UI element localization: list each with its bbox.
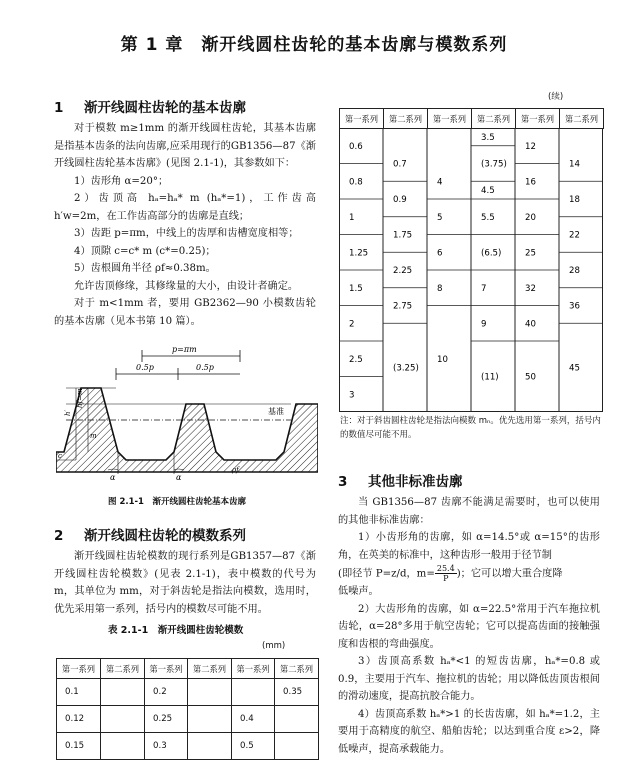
table-cell: 9 xyxy=(481,319,487,330)
table-row: 0.15 0.3 0.5 xyxy=(57,733,319,760)
table-cell: 18 xyxy=(569,195,580,205)
table-cell: 32 xyxy=(525,283,536,294)
table-cell: 4 xyxy=(437,177,443,188)
table-cell: 2.5 xyxy=(349,354,363,365)
basic-rack-profile-figure xyxy=(56,342,318,482)
table-cell: 12 xyxy=(525,141,536,152)
root-radius-label: ρf xyxy=(232,466,239,474)
table-continued-label: (续) xyxy=(548,92,564,102)
section-1-p2: 允许齿顶修缘，其修缘量的大小，由设计者确定。 xyxy=(74,280,299,292)
page-title: 第 1 章 渐开线圆柱齿轮的基本齿廓与模数系列 xyxy=(120,35,508,55)
profile-item: 2）大齿形角的齿廓，如 α=22.5°常用于汽车拖拉机齿轮，α=28°多用于航空齿轮；它可以提高齿面的接触强度和齿根的弯曲强度。 xyxy=(338,603,600,650)
table-row: 0.1 0.2 0.35 xyxy=(57,679,319,706)
table-cell: 1.25 xyxy=(349,248,369,259)
section-2-body: 渐开线圆柱齿轮模数的现行系列是GB1357—87《渐开线圆柱齿轮模数》(见表 2.1-1)，表中模数的代号为 m，其单位为 mm，对于斜齿轮是指法向模数，选用时，优先采用第一系列，括号内的模数尽可能不用。 xyxy=(54,551,316,615)
table-cell: 5.5 xyxy=(481,212,495,223)
param-item: 1）齿形角 α=20°； xyxy=(74,175,169,187)
table-cell: 1 xyxy=(349,212,355,223)
table-cell: 10 xyxy=(437,354,448,365)
module-table-part-1: 第一系列 第二系列 第一系列 第二系列 第一系列 第二系列 0.1 0.2 0.35 0.12 0.25 0.4 0.15 0.3 0.5 xyxy=(56,658,319,760)
table-cell: 45 xyxy=(569,363,580,374)
dedendum-label: hf=m xyxy=(76,388,84,408)
pitch-label: p=πm xyxy=(172,345,197,354)
half-pitch-label: 0.5p xyxy=(196,363,214,372)
section-2-heading: 2 渐开线圆柱齿轮的模数系列 xyxy=(54,528,246,544)
clearance-label: c xyxy=(58,452,62,460)
profile-item-formula: (即径节 P=z/d，m= $\frac{25.4}{P}$ )；它可以增大重合度降 xyxy=(338,564,563,583)
figure-caption: 图 2.1-1 渐开线圆柱齿轮基本齿廓 xyxy=(108,497,246,507)
rack-profile xyxy=(56,388,318,472)
table-cell: 2.25 xyxy=(393,266,413,276)
table-cell: 0.6 xyxy=(349,141,363,152)
table-cell: 0.7 xyxy=(393,159,407,170)
table-cell: 40 xyxy=(525,319,536,330)
profile-item: 1）小齿形角的齿廓，如 α=14.5°或 α=15°的齿形角，在英美的标准中，这种齿形一般用于径节制 xyxy=(338,532,600,561)
table-cell: 36 xyxy=(569,301,580,312)
section-3-heading: 3 其他非标准齿廓 xyxy=(338,474,463,490)
param-item: 3）齿距 p=πm，中线上的齿厚和齿槽宽度相等； xyxy=(74,228,299,239)
table-cell: 20 xyxy=(525,212,536,223)
section-1-p3: 对于 m<1mm 者，要用 GB2362—90 小模数齿轮的基本齿廓（见本书第 10 篇）。 xyxy=(54,298,316,327)
table-cell: 3.5 xyxy=(481,132,495,143)
section-1-heading: 1 渐开线圆柱齿轮的基本齿廓 xyxy=(54,100,246,116)
table-row: 0.12 0.25 0.4 xyxy=(57,706,319,733)
table-cell: 16 xyxy=(525,177,536,188)
section-3-body: 当 GB1356—87 齿廓不能满足需要时，也可以使用的其他非标准齿廓： 1）小齿形角的齿廓，如 α=14.5°或 α=15°的齿形角，在英美的标准中，这种齿形一般用于径节制 (即径节 P=z/d，m= $\frac{25.4}{P}$ )；它可以增大重合度降 低噪声。 2）大齿形角的齿廓，如 α=22.5°常用于汽车拖拉机齿轮，α=28°多用于航空齿轮；它可以提高齿面的接触强度和齿根的弯曲强度。 3）齿顶高系数 hₐ*<1 的短齿齿廓，hₐ*=0.8 或 0.9，主要用于汽车、拖拉机的齿轮；用以降低齿顶齿根间的滑动速度，提高抗胶合能力。 4）齿顶高系数 hₐ*>1 的长齿齿廓，如 hₐ*=1.2，主要用于高精度的航空、船舶齿轮；以达到重合度 ε>2，降低噪声，提高承载能力。 xyxy=(338,494,600,758)
table-cell: 28 xyxy=(569,266,580,276)
profile-item: 4）齿顶高系数 hₐ*>1 的长齿齿廓，如 hₐ*=1.2，主要用于高精度的航空、船舶齿轮；以达到重合度 ε>2，降低噪声，提高承载能力。 xyxy=(338,708,600,755)
table-cell: 8 xyxy=(437,283,443,294)
table-cell: (11) xyxy=(481,372,499,383)
table-cell: (3.25) xyxy=(393,363,419,374)
table-cell: 5 xyxy=(437,212,443,223)
table-cell: 22 xyxy=(569,230,580,241)
table-cell: 0.9 xyxy=(393,195,407,205)
table-cell: 0.8 xyxy=(349,177,363,188)
table-caption: 表 2.1-1 渐开线圆柱齿轮模数 xyxy=(108,625,244,636)
datum-label: 基准 xyxy=(268,407,284,416)
table-cell: (3.75) xyxy=(481,159,507,170)
table-cell: 25 xyxy=(525,248,536,259)
section-1-intro: 对于模数 m≥1mm 的渐开线圆柱齿轮，其基本齿廓是指基本齿条的法向齿廓,应采用现行的GB1356—87《渐开线圆柱齿轮基本齿廓》(见图 2.1-1)，其参数如下： xyxy=(54,123,316,169)
table-cell: 3 xyxy=(349,390,355,401)
tooth-height-label: h′ xyxy=(64,409,72,416)
fraction: $\frac{25.4}{P}$ xyxy=(436,564,455,583)
module-table-part-2: 第一系列 第二系列 第一系列 第二系列 第一系列 第二系列 0.6 0.8 1 1.25 1.5 2 2.5 3 0.7 0.9 1.75 2.25 2.75 (3.25) 4 5 6 8 10 3.5 (3.75) 4.5 5.5 (6.5) 7 9 (11) 12 16 20 25 32 40 50 14 18 22 28 36 45 xyxy=(339,108,603,412)
table-cell: (6.5) xyxy=(481,248,502,259)
table-cell: 1.5 xyxy=(349,283,363,294)
table-cell: 50 xyxy=(525,372,536,383)
table-unit: (mm) xyxy=(262,641,286,651)
table-cell: 1.75 xyxy=(393,230,413,241)
param-item: 4）顶隙 c=c* m (c*=0.25)； xyxy=(74,245,216,257)
param-item: 2）齿顶高 hₐ=hₐ* m (hₐ*=1)，工作齿高 h′w=2m，在工作齿高部分的齿廓是直线； xyxy=(54,193,316,222)
table-cell: 7 xyxy=(481,283,487,294)
pressure-angle-label: α xyxy=(110,473,116,482)
module-label: m xyxy=(90,432,97,440)
table-cell: 14 xyxy=(569,159,580,170)
profile-item: 3）齿顶高系数 hₐ*<1 的短齿齿廓，hₐ*=0.8 或 0.9，主要用于汽车、拖拉机的齿轮；用以降低齿顶齿根间的滑动速度，提高抗胶合能力。 xyxy=(338,656,600,702)
pressure-angle-label: α xyxy=(176,473,182,482)
table-body-grid xyxy=(339,128,603,412)
table-cell: 2.75 xyxy=(393,301,413,312)
table-cell: 4.5 xyxy=(481,186,495,197)
param-item: 5）齿根圆角半径 ρf≈0.38m。 xyxy=(74,263,216,274)
half-pitch-label: 0.5p xyxy=(136,363,154,372)
table-cell: 6 xyxy=(437,248,443,259)
table-cell: 2 xyxy=(349,319,355,330)
section-1-body xyxy=(54,120,316,330)
table-note: 注：对于斜齿圆柱齿轮是指法向模数 mₙ。优先选用第一系列，括号内的数值尽可能不用。 xyxy=(340,416,601,440)
